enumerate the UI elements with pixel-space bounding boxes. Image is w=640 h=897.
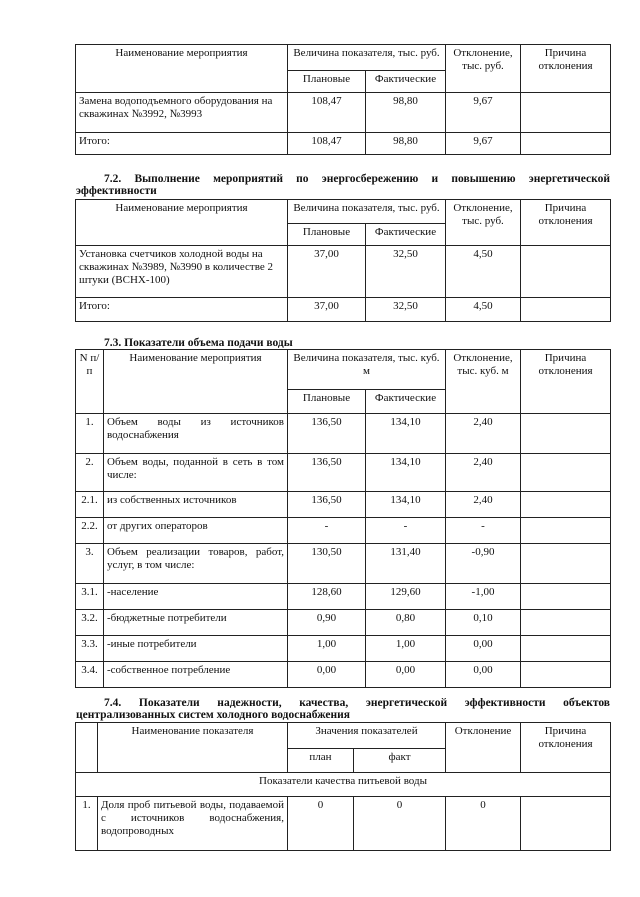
t3-row-planned: - — [288, 518, 366, 544]
t2-total-planned: 37,00 — [288, 298, 366, 322]
t1-header-actual: Фактические — [366, 71, 446, 93]
t3-row-planned: 130,50 — [288, 544, 366, 584]
t1-row-reason — [521, 93, 611, 133]
t3-row-name: -иные потребители — [104, 636, 288, 662]
t3-row-deviation: - — [446, 518, 521, 544]
t1-total-deviation: 9,67 — [446, 133, 521, 155]
t1-header-value: Величина показателя, тыс. руб. — [288, 45, 446, 71]
t4-row-plan: 0 — [288, 797, 354, 851]
t3-row-deviation: 2,40 — [446, 414, 521, 454]
t3-row-planned: 0,00 — [288, 662, 366, 688]
t1-row-name: Замена водоподъемного оборудования на скважинах №3992, №3993 — [76, 93, 288, 133]
table-water-volume — [75, 349, 611, 688]
t3-row-num: 3.2. — [76, 610, 104, 636]
t3-row-name: -население — [104, 584, 288, 610]
t4-row-num: 1. — [76, 797, 98, 851]
t3-row-actual: 0,00 — [366, 662, 446, 688]
t3-row-actual: 1,00 — [366, 636, 446, 662]
t2-row-name: Установка счетчиков холодной воды на скважинах №3989, №3990 в количестве 2 штуки (ВСНХ-100) — [76, 246, 288, 298]
t2-row-deviation: 4,50 — [446, 246, 521, 298]
t3-header-deviation: Отклонение, тыс. куб. м — [446, 350, 521, 414]
t3-row-deviation: 0,10 — [446, 610, 521, 636]
t1-total-actual: 98,80 — [366, 133, 446, 155]
t3-row-name: Объем воды из источников водоснабжения — [104, 414, 288, 454]
t3-row-deviation: 2,40 — [446, 492, 521, 518]
t3-header-reason: Причина отклонения — [521, 350, 611, 414]
table-measures-1 — [75, 44, 611, 155]
heading-7-2: 7.2. Выполнение мероприятий по энергосбережению и повышению энергетической эффективности — [76, 173, 610, 197]
t1-header-planned: Плановые — [288, 71, 366, 93]
t2-header-actual: Фактические — [366, 224, 446, 246]
t2-row-planned: 37,00 — [288, 246, 366, 298]
t4-header-value: Значения показателей — [288, 723, 446, 749]
t2-header-planned: Плановые — [288, 224, 366, 246]
t3-row-num: 2. — [76, 454, 104, 492]
t2-total-name: Итого: — [76, 298, 288, 322]
t2-total-deviation: 4,50 — [446, 298, 521, 322]
t3-row-reason — [521, 610, 611, 636]
t3-row-num: 2.1. — [76, 492, 104, 518]
t3-row-num: 1. — [76, 414, 104, 454]
t3-row-planned: 128,60 — [288, 584, 366, 610]
table-measures-2 — [75, 199, 611, 322]
t3-row-actual: 134,10 — [366, 454, 446, 492]
t3-row-num: 3.3. — [76, 636, 104, 662]
t1-row-deviation: 9,67 — [446, 93, 521, 133]
t3-row-deviation: 0,00 — [446, 662, 521, 688]
t1-header-deviation: Отклонение, тыс. руб. — [446, 45, 521, 93]
t1-header-name: Наименование мероприятия — [76, 45, 288, 93]
t3-header-planned: Плановые — [288, 390, 366, 414]
t3-row-reason — [521, 636, 611, 662]
t3-header-value: Величина показателя, тыс. куб. м — [288, 350, 446, 390]
t3-row-planned: 136,50 — [288, 414, 366, 454]
t1-header-reason: Причина отклонения — [521, 45, 611, 93]
t3-row-actual: 0,80 — [366, 610, 446, 636]
t3-row-deviation: -1,00 — [446, 584, 521, 610]
t3-row-deviation: 2,40 — [446, 454, 521, 492]
t4-section-title: Показатели качества питьевой воды — [76, 773, 611, 797]
t4-row-deviation: 0 — [446, 797, 521, 851]
t4-header-plan: план — [288, 749, 354, 773]
t1-total-planned: 108,47 — [288, 133, 366, 155]
t2-row-actual: 32,50 — [366, 246, 446, 298]
t3-row-actual: 131,40 — [366, 544, 446, 584]
t2-total-actual: 32,50 — [366, 298, 446, 322]
t3-row-name: -собственное потребление — [104, 662, 288, 688]
t3-row-num: 2.2. — [76, 518, 104, 544]
t3-row-reason — [521, 544, 611, 584]
t3-row-num: 3.4. — [76, 662, 104, 688]
t2-header-reason: Причина отклонения — [521, 200, 611, 246]
heading-7-4: 7.4. Показатели надежности, качества, энергетической эффективности объектов централизованных систем холодного водоснабжения — [76, 697, 610, 721]
heading-7-3: 7.3. Показатели объема подачи воды — [104, 337, 293, 349]
t4-header-fact: факт — [354, 749, 446, 773]
t2-header-name: Наименование мероприятия — [76, 200, 288, 246]
t3-row-actual: 134,10 — [366, 414, 446, 454]
t3-header-num: N п/п — [76, 350, 104, 414]
t3-row-name: Объем реализации товаров, работ, услуг, в том числе: — [104, 544, 288, 584]
t3-row-name: Объем воды, поданной в сеть в том числе: — [104, 454, 288, 492]
t3-row-actual: 129,60 — [366, 584, 446, 610]
t3-row-planned: 0,90 — [288, 610, 366, 636]
t1-total-name: Итого: — [76, 133, 288, 155]
t3-row-num: 3. — [76, 544, 104, 584]
t4-row-reason — [521, 797, 611, 851]
t2-row-reason — [521, 246, 611, 298]
t2-total-reason — [521, 298, 611, 322]
t3-row-name: от других операторов — [104, 518, 288, 544]
t3-row-planned: 1,00 — [288, 636, 366, 662]
t3-row-reason — [521, 454, 611, 492]
t2-header-value: Величина показателя, тыс. руб. — [288, 200, 446, 224]
t1-row-planned: 108,47 — [288, 93, 366, 133]
t3-row-name: -бюджетные потребители — [104, 610, 288, 636]
t3-row-name: из собственных источников — [104, 492, 288, 518]
t3-row-reason — [521, 492, 611, 518]
table-quality-indicators — [75, 722, 611, 851]
t1-total-reason — [521, 133, 611, 155]
t3-row-reason — [521, 518, 611, 544]
t4-header-num — [76, 723, 98, 773]
t1-row-actual: 98,80 — [366, 93, 446, 133]
t3-row-planned: 136,50 — [288, 492, 366, 518]
t4-header-reason: Причина отклонения — [521, 723, 611, 773]
t3-row-deviation: -0,90 — [446, 544, 521, 584]
t4-row-name: Доля проб питьевой воды, подаваемой с источников водоснабжения, водопроводных — [98, 797, 288, 851]
t3-row-reason — [521, 662, 611, 688]
t3-row-deviation: 0,00 — [446, 636, 521, 662]
t4-row-fact: 0 — [354, 797, 446, 851]
t3-row-reason — [521, 414, 611, 454]
t3-header-name: Наименование мероприятия — [104, 350, 288, 414]
t2-header-deviation: Отклонение, тыс. руб. — [446, 200, 521, 246]
t4-header-name: Наименование показателя — [98, 723, 288, 773]
t3-row-reason — [521, 584, 611, 610]
t3-header-actual: Фактические — [366, 390, 446, 414]
t3-row-num: 3.1. — [76, 584, 104, 610]
t4-header-deviation: Отклонение — [446, 723, 521, 773]
t3-row-actual: 134,10 — [366, 492, 446, 518]
t3-row-actual: - — [366, 518, 446, 544]
t3-row-planned: 136,50 — [288, 454, 366, 492]
